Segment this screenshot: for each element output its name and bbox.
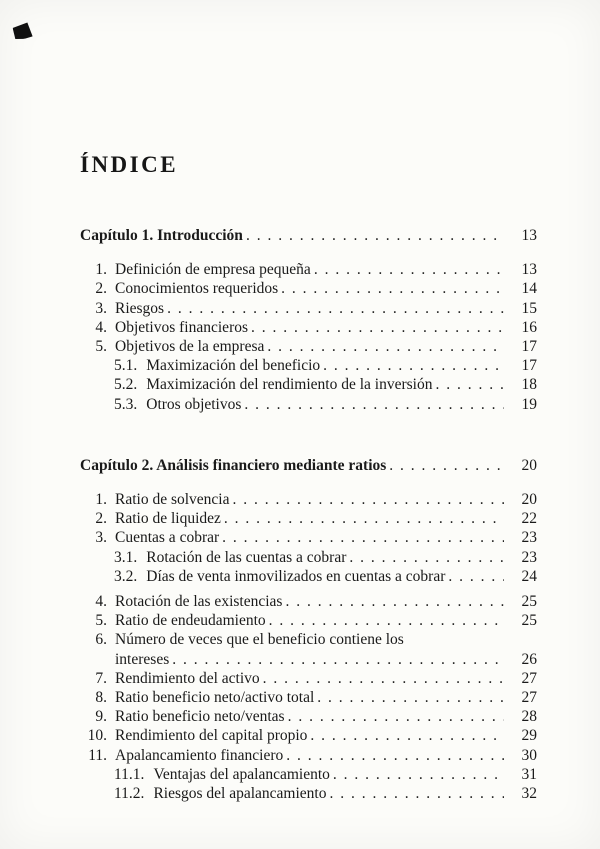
entry-line-1	[114, 548, 537, 567]
entry-number: 5.	[95, 338, 107, 356]
page-number: 18	[521, 376, 537, 394]
toc-entry	[80, 746, 537, 765]
entry-list	[80, 490, 537, 803]
entry-label: Ratio de liquidez	[115, 510, 221, 528]
page-number: 30	[521, 746, 537, 764]
entry-line-1	[80, 746, 537, 765]
entry-label: Ventajas del apalancamiento	[153, 765, 330, 783]
page-number: 14	[521, 280, 537, 298]
toc-entry	[80, 299, 537, 318]
entry-label: Ratio de endeudamiento	[115, 612, 266, 630]
toc-entry	[80, 567, 537, 586]
entry-label: Ratio de solvencia	[115, 491, 230, 509]
entry-label: Rotación de las existencias	[115, 593, 283, 611]
entry-line-1	[114, 567, 537, 586]
entry-label: Rendimiento del activo	[115, 669, 260, 687]
entry-number: 5.	[95, 612, 107, 630]
chapter-heading: Capítulo 1. Introducción	[80, 227, 243, 244]
entry-line-1	[114, 375, 537, 394]
entry-number: 11.2.	[114, 785, 145, 803]
chapter-heading-row	[80, 456, 537, 475]
entry-line-1	[80, 669, 537, 688]
toc-entry	[80, 279, 537, 298]
entry-number: 11.1.	[114, 765, 145, 783]
entry-label: Riesgos del apalancamiento	[153, 785, 327, 803]
page-number: 29	[521, 727, 537, 745]
page-number: 31	[521, 765, 537, 783]
page-number: 27	[521, 669, 537, 687]
entry-label: Objetivos financieros	[115, 318, 249, 336]
entry-label: Rendimiento del capital propio	[115, 727, 308, 745]
entry-number: 2.	[95, 510, 107, 528]
entry-number: 3.2.	[114, 567, 138, 585]
entry-line-1	[80, 260, 537, 279]
page-number: 25	[521, 593, 537, 611]
dot-leader	[329, 784, 504, 803]
entry-number: 4.	[95, 318, 107, 336]
entry-label: Definición de empresa pequeña	[115, 261, 311, 279]
dot-leader	[269, 611, 504, 630]
entry-label: Otros objetivos	[146, 395, 242, 413]
entry-number: 5.2.	[114, 376, 138, 394]
toc-entry	[80, 765, 537, 784]
entry-number: 3.	[95, 299, 107, 317]
toc-entry	[80, 669, 537, 688]
entry-number: 10.	[87, 727, 107, 745]
entry-list	[80, 260, 537, 414]
dot-leader	[224, 509, 504, 528]
chapter-section	[80, 456, 537, 803]
entry-number: 7.	[95, 669, 107, 687]
entry-number: 5.1.	[114, 357, 138, 375]
dot-leader	[436, 375, 505, 394]
entry-line-1	[80, 528, 537, 547]
entry-line-1	[80, 611, 537, 630]
dot-leader	[333, 765, 504, 784]
entry-label: Maximización del beneficio	[146, 357, 321, 375]
page-number: 17	[521, 357, 537, 375]
entry-line-1	[80, 688, 537, 707]
entry-label: Riesgos	[115, 299, 165, 317]
entry-label: Objetivos de la empresa	[115, 338, 265, 356]
toc-entry	[80, 395, 537, 414]
dot-leader	[314, 260, 504, 279]
page-number: 23	[521, 548, 537, 566]
entry-label: Apalancamiento financiero	[115, 746, 284, 764]
entry-label: Cuentas a cobrar	[115, 529, 220, 547]
entry-line-1	[80, 279, 537, 298]
toc	[80, 0, 537, 803]
entry-number: 8.	[95, 689, 107, 707]
toc-entry	[80, 548, 537, 567]
dot-leader	[222, 528, 504, 547]
toc-entry	[80, 490, 537, 509]
entry-number: 9.	[95, 708, 107, 726]
entry-line-1	[80, 630, 537, 649]
dot-leader	[317, 688, 504, 707]
entry-line-1	[80, 592, 537, 611]
entry-label: Rotación de las cuentas a cobrar	[146, 548, 347, 566]
dot-leader	[448, 567, 504, 586]
entry-label-line2: intereses	[115, 650, 170, 668]
page-number: 25	[521, 612, 537, 630]
page-number: 13	[521, 261, 537, 279]
toc-entry	[80, 630, 537, 668]
entry-line-1	[80, 337, 537, 356]
dot-leader	[389, 456, 504, 475]
page-number: 19	[521, 395, 537, 413]
toc-entry	[80, 726, 537, 745]
entry-number: 1.	[95, 261, 107, 279]
toc-entry	[80, 318, 537, 337]
dot-leader	[310, 726, 504, 745]
toc-sections	[80, 226, 537, 803]
toc-entry	[80, 509, 537, 528]
entry-number: 2.	[95, 280, 107, 298]
dot-leader	[286, 746, 504, 765]
page-number: 16	[521, 318, 537, 336]
entry-line-1	[80, 318, 537, 337]
entry-label: Número de veces que el beneficio contiene los	[115, 631, 404, 649]
page-number: 15	[521, 299, 537, 317]
toc-entry	[80, 592, 537, 611]
dot-leader	[244, 395, 504, 414]
page-number: 28	[521, 708, 537, 726]
scan-artifact-mark	[12, 22, 33, 40]
entry-number: 3.1.	[114, 548, 138, 566]
dot-leader	[246, 226, 504, 245]
chapter-section	[80, 226, 537, 414]
entry-label: Maximización del rendimiento de la inversión	[146, 376, 433, 394]
toc-entry	[80, 528, 537, 547]
entry-number: 4.	[95, 593, 107, 611]
page-number: 20	[521, 456, 537, 474]
page-number: 24	[521, 567, 537, 585]
dot-leader	[251, 318, 504, 337]
toc-entry	[80, 784, 537, 803]
page-number: 13	[521, 227, 537, 244]
dot-leader	[263, 669, 504, 688]
entry-line-1	[80, 509, 537, 528]
entry-line-1	[80, 707, 537, 726]
entry-number: 3.	[95, 529, 107, 547]
dot-leader	[288, 707, 504, 726]
toc-entry	[80, 356, 537, 375]
entry-line-1	[114, 765, 537, 784]
dot-leader	[267, 337, 504, 356]
entry-line-2	[80, 650, 537, 669]
toc-entry	[80, 707, 537, 726]
dot-leader	[167, 299, 504, 318]
chapter-heading-row	[80, 226, 537, 245]
page-number: 32	[521, 785, 537, 803]
dot-leader	[349, 548, 504, 567]
entry-line-1	[80, 299, 537, 318]
dot-leader	[233, 490, 505, 509]
toc-entry	[80, 688, 537, 707]
toc-entry	[80, 260, 537, 279]
chapter-heading: Capítulo 2. Análisis financiero mediante ratios	[80, 456, 387, 474]
entry-line-1	[80, 726, 537, 745]
entry-label: Días de venta inmovilizados en cuentas a cobrar	[146, 567, 446, 585]
page-number: 26	[521, 650, 537, 668]
dot-leader	[281, 279, 504, 298]
page-number: 27	[521, 689, 537, 707]
entry-line-1	[114, 395, 537, 414]
entry-line-1	[80, 490, 537, 509]
toc-entry	[80, 375, 537, 394]
entry-line-1	[114, 356, 537, 375]
entry-number: 5.3.	[114, 395, 138, 413]
entry-label: Ratio beneficio neto/ventas	[115, 708, 285, 726]
entry-number: 11.	[88, 746, 107, 764]
page-number: 20	[521, 491, 537, 509]
dot-leader	[172, 650, 504, 669]
page-title: ÍNDICE	[80, 152, 179, 177]
entry-label: Ratio beneficio neto/activo total	[115, 689, 315, 707]
toc-entry	[80, 337, 537, 356]
entry-number: 1.	[95, 491, 107, 509]
page-number: 17	[521, 338, 537, 356]
dot-leader	[323, 356, 504, 375]
entry-line-1	[114, 784, 537, 803]
page-number: 22	[521, 510, 537, 528]
page-number: 23	[521, 529, 537, 547]
entry-number: 6.	[95, 631, 107, 649]
toc-entry	[80, 611, 537, 630]
entry-label: Conocimientos requeridos	[115, 280, 279, 298]
dot-leader	[285, 592, 504, 611]
